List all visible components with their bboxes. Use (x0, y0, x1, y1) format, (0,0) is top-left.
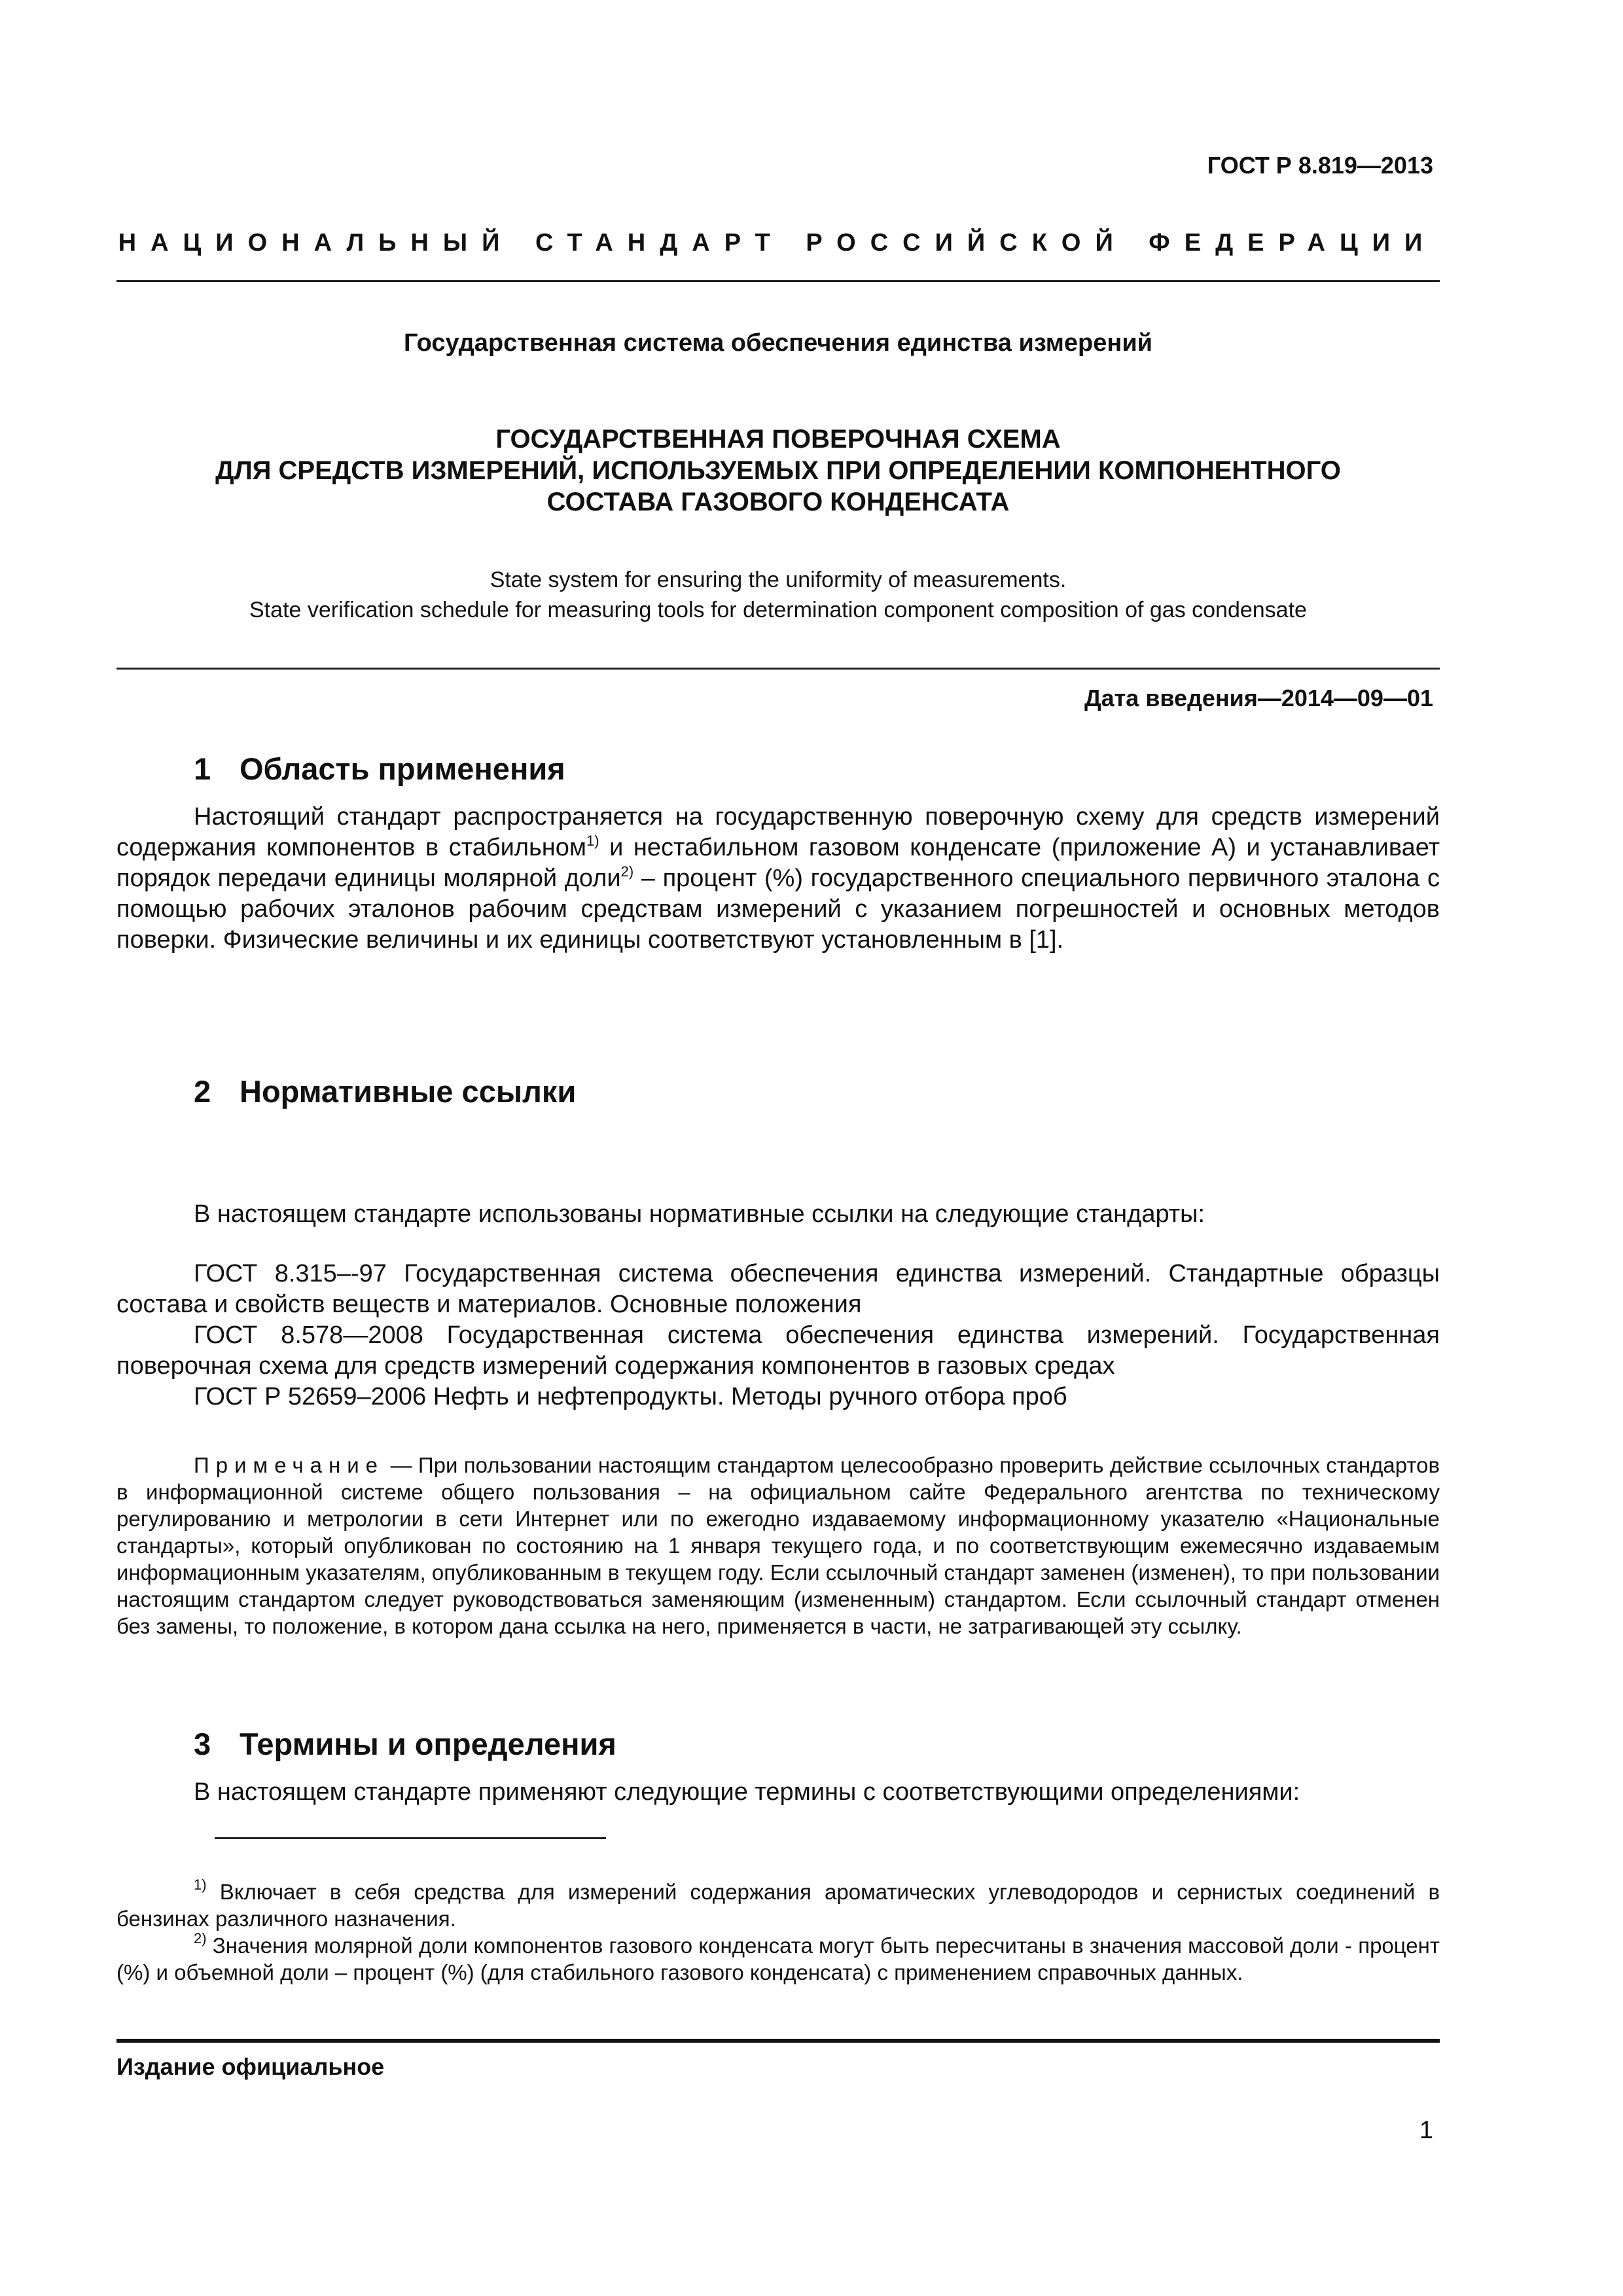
main-title-line: ГОСУДАРСТВЕННАЯ ПОВЕРОЧНАЯ СХЕМА (495, 425, 1061, 454)
english-title-line: State verification schedule for measuring tools for determination component composition of gas condensate (249, 598, 1307, 622)
normative-references-list (116, 1259, 1440, 1412)
section-number: 3 (194, 1727, 211, 1761)
footnote-1-ref[interactable]: 1) (586, 833, 599, 849)
footnote-2-ref[interactable]: 2) (620, 863, 634, 880)
footnote-text: Включает в себя средства для измерений содержания ароматических углеводородов и сернистых соединений в бензинах различного назначения. (116, 1880, 1440, 1931)
reference-item: ГОСТ 8.315–-97 Государственная система обеспечения единства измерений. Стандартные образцы состава и свойств веществ и материалов. Основные положения (116, 1260, 1440, 1318)
section-2-heading (194, 1073, 576, 1109)
footnote-separator (215, 1837, 606, 1839)
main-title-line: ДЛЯ СРЕДСТВ ИЗМЕРЕНИЙ, ИСПОЛЬЗУЕМЫХ ПРИ ОПРЕДЕЛЕНИИ КОМПОНЕНТНОГО (215, 456, 1341, 485)
header-divider (116, 280, 1440, 282)
paragraph-text: и нестабильном газовом конденсате (приложение А) и устанавливает порядок передачи единицы молярной доли (116, 834, 1440, 892)
reference-item: ГОСТ Р 52659–2006 Нефть и нефтепродукты. Методы ручного отбора проб (194, 1383, 1067, 1410)
page-number: 1 (1419, 2117, 1433, 2144)
section-number: 2 (194, 1074, 211, 1109)
section-1-heading (194, 751, 565, 787)
note-text: — При пользовании настоящим стандартом целесообразно проверить действие ссылочных стандартов в информационной системе общего пользования – на официальном сайте Федерального агентства по техническому регулированию и метрологии в сети Интернет или по ежегодно издаваемому информационному указателю «Национальные стандарты», который опубликован по состоянию на 1 января текущего года, и по соответствующим ежемесячно издаваемым информационным указателям, опубликованным в текущем году. Если ссылочный стандарт заменен (изменен), то при пользовании настоящим стандартом следует руководствоваться заменяющим (измененным) стандартом. Если ссылочный стандарт отменен без замены, то положение, в котором дана ссылка на него, применяется в части, не затрагивающей эту ссылку. (116, 1453, 1440, 1638)
section-1-paragraph (116, 802, 1440, 956)
official-edition-label: Издание официальное (116, 2053, 385, 2080)
footer-divider (116, 2039, 1440, 2043)
footnote-2 (116, 1932, 1440, 1986)
section-2-intro: В настоящем стандарте использованы нормативные ссылки на следующие стандарты: (194, 1200, 1205, 1228)
section-title: Нормативные ссылки (240, 1074, 577, 1109)
footnote-marker: 2) (194, 1930, 207, 1946)
reference-note (116, 1452, 1440, 1640)
introduction-date: Дата введения—2014—09—01 (1084, 685, 1433, 711)
footnotes (116, 1878, 1440, 1986)
section-title: Область применения (240, 751, 565, 786)
section-3-heading (194, 1726, 616, 1762)
footnote-text: Значения молярной доли компонентов газового конденсата могут быть пересчитаны в значения массовой доли - процент (%) и объемной доли – процент (%) (для стабильного газового конденсата) с применением справочных данных. (116, 1933, 1440, 1984)
english-title (116, 565, 1440, 625)
reference-item: ГОСТ 8.578—2008 Государственная система обеспечения единства измерений. Государственная поверочная схема для средств измерений содержания компонентов в газовых средах (116, 1321, 1440, 1380)
document-number: ГОСТ Р 8.819—2013 (1207, 152, 1433, 179)
main-title-line: СОСТАВА ГАЗОВОГО КОНДЕНСАТА (546, 488, 1010, 516)
main-title (116, 423, 1440, 518)
title-divider (116, 668, 1440, 670)
english-title-line: State system for ensuring the uniformity of measurements. (490, 567, 1067, 592)
section-title: Термины и определения (240, 1727, 616, 1761)
section-3-intro: В настоящем стандарте применяют следующие термины с соответствующими определениями: (194, 1778, 1300, 1806)
section-number: 1 (194, 751, 211, 786)
national-standard-banner: НАЦИОНАЛЬНЫЙ СТАНДАРТ РОССИЙСКОЙ ФЕДЕРАЦИИ (118, 229, 1437, 257)
paragraph-text: – процент (%) государственного специального первичного эталона с помощью рабочих эталонов рабочим средствам измерений с указанием погрешностей и основных методов поверки. Физические величины и их единицы соответствуют установленным в [1]. (116, 865, 1440, 954)
note-label: Примечание (194, 1453, 385, 1477)
footnote-marker: 1) (194, 1876, 207, 1893)
paragraph-text: Настоящий стандарт распространяется на государственную поверочную схему для средств измерений содержания компонентов в стабильном (116, 803, 1440, 861)
system-title: Государственная система обеспечения единства измерений (403, 329, 1153, 357)
footnote-1 (116, 1878, 1440, 1932)
